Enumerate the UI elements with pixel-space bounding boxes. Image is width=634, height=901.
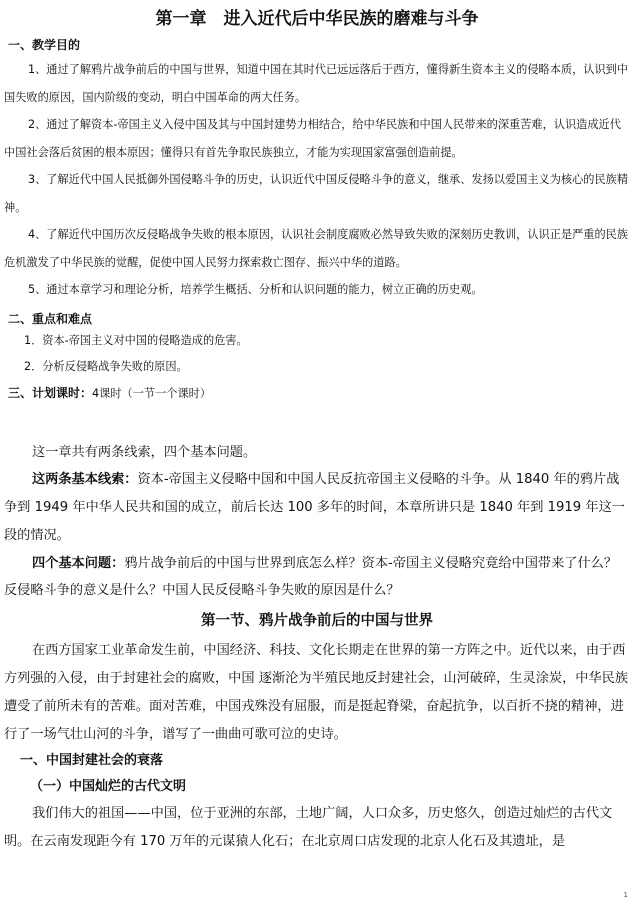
section-paragraph: 在西方国家工业革命发生前，中国经济、科技、文化长期走在世界的第一方阵之中。近代以来，由于西方列强的入侵，由于封建社会的腐败，中国 逐渐沦为半殖民地反封建社会，山河破碎，生灵涂炭，中华民族遭受了前所未有的苦难。面对苦难，中国戎殊没有屈服，而是挺起脊梁，奋起抗争，以百折不挠的精神，进行了一场气壮山河的斗争，谱写了一曲曲可歌可泣的史诗。 xyxy=(4,643,629,742)
section-title: 第一节、鸦片战争前后的中国与世界 xyxy=(201,613,433,630)
subsection-heading-2: （一）中国灿烂的古代文明 xyxy=(30,779,187,795)
questions-paragraph xyxy=(4,550,630,606)
page-number: 1 xyxy=(623,891,628,899)
clues-text: 资本-帝国主义侵略中国和中国人民反抗帝国主义侵略的斗争。从 1840 年的鸦片战争到 1949 年中华人民共和国的成立，前后长达 100 多年的时间，本章所讲只是 1840 年到 1919 年这一段的情况。 xyxy=(4,472,625,543)
key-point-item: 1．资本-帝国主义对中国的侵略造成的危害。 xyxy=(24,333,248,347)
questions-text: 鸦片战争前后的中国与世界到底怎么样？资本-帝国主义侵略究竟给中国带来了什么？反侵略斗争的意义是什么？中国人民反侵略斗争失败的原因是什么？ xyxy=(4,555,618,599)
hours-value: 4课时（一节一个课时） xyxy=(92,386,212,400)
key-points-heading: 二、重点和难点 xyxy=(8,311,93,326)
hours-line xyxy=(8,384,634,403)
objective-item: 2、通过了解资本-帝国主义入侵中国及其与中国封建势力相结合，给中华民族和中国人民带来的深重苦难，认识造成近代中国社会落后贫困的根本原因；懂得只有首先争取民族独立，才能为实现国家富强创造前提。 xyxy=(4,118,621,159)
intro-paragraph: 这一章共有两条线索，四个基本问题。 xyxy=(32,444,257,460)
questions-label: 四个基本问题： xyxy=(32,555,125,571)
objective-item: 3、了解近代中国人民抵御外国侵略斗争的历史，认识近代中国反侵略斗争的意义，继承、发扬以爱国主义为核心的民族精神。 xyxy=(4,173,629,214)
objective-item: 1、通过了解鸦片战争前后的中国与世界，知道中国在其时代已远远落后于西方，懂得新生资本主义的侵略本质，认识到中国失败的原因，国内阶级的变动，明白中国革命的两大任务。 xyxy=(4,63,629,104)
objectives-heading: 一、教学目的 xyxy=(8,38,81,52)
key-point-item: 2．分析反侵略战争失败的原因。 xyxy=(24,359,188,373)
spacer xyxy=(0,405,634,439)
objective-item: 4、了解近代中国历次反侵略战争失败的根本原因，认识社会制度腐败必然导致失败的深刻历史教训，认识正是严重的民族危机激发了中华民族的觉醒，促使中国人民努力探索救亡图存、振兴中华的道路。 xyxy=(4,228,629,269)
objective-item: 5、通过本章学习和理论分析，培养学生概括、分析和认识问题的能力，树立正确的历史观。 xyxy=(28,283,483,296)
clues-paragraph xyxy=(4,466,630,549)
chapter-title: 第一章 进入近代后中华民族的磨难与斗争 xyxy=(155,9,479,29)
subsection-heading: 一、中国封建社会的衰落 xyxy=(20,753,164,769)
hours-heading: 三、计划课时： xyxy=(8,385,93,400)
final-paragraph: 我们伟大的祖国——中国，位于亚洲的东部，土地广阔，人口众多，历史悠久，创造过灿烂的古代文明。在云南发现距今有 170 万年的元谋猿人化石；在北京周口店发现的北京人化石及其遗址，是 xyxy=(4,806,613,850)
clues-label: 这两条基本线索： xyxy=(32,472,138,488)
